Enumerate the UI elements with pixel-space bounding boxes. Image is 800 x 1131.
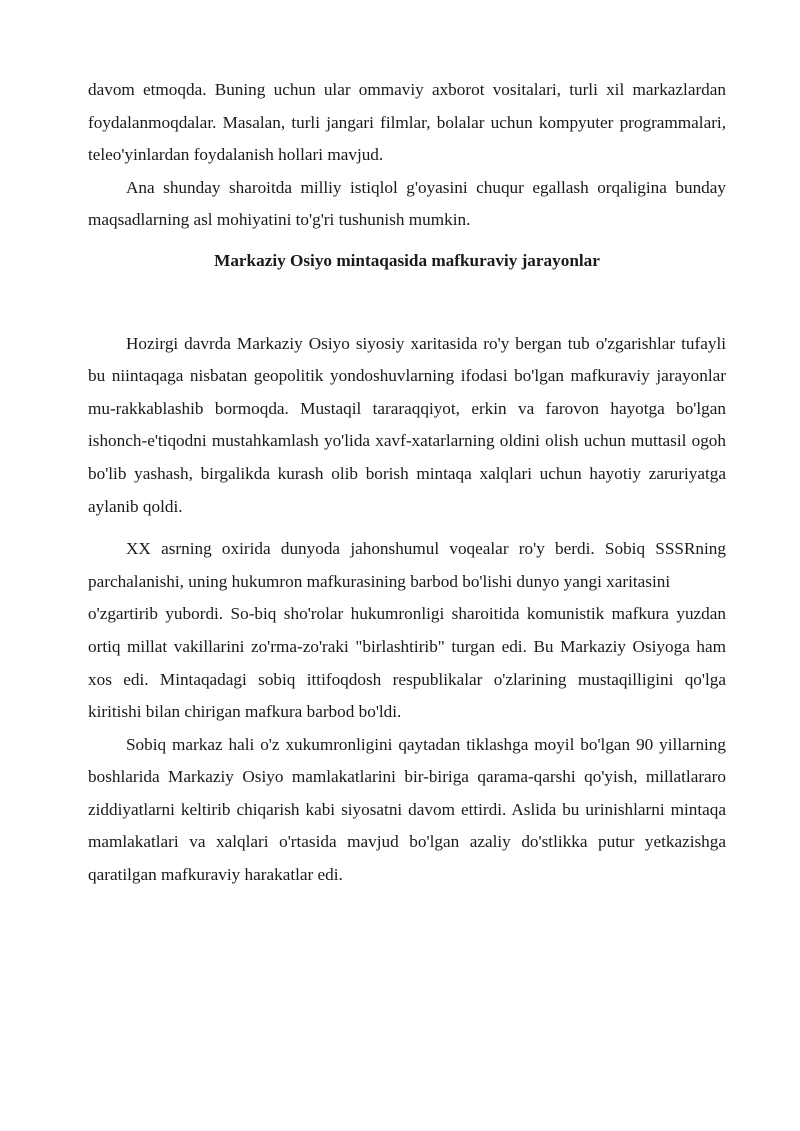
paragraph-sobiq-markaz: Sobiq markaz hali o'z xukumronligini qaytadan tiklashga moyil bo'lgan 90 yillarning boshlarida Markaziy Osiyo mamlakatlarini bir-biriga qarama-qarshi qo'yish, millatlararo ziddiyatlarni keltirib chiqarish kabi siyosatni davom ettirdi. Aslida bu urinishlarni mintaqa mamlakatlari va xalqlari o'rtasida mavjud bo'lgan azaliy do'stlikka putur yetkazishga qaratilgan mafkuraviy harakatlar edi. (88, 734, 726, 885)
paragraph-istiqlol: Ana shunday sharoitda milliy istiqlol g'oyasini chuqur egallash orqaligina bunday maqsadlarning asl mohiyatini to'g'ri tushunish mumkin. (88, 177, 726, 230)
section-heading: Markaziy Osiyo mintaqasida mafkuraviy jarayonlar (214, 250, 600, 270)
paragraph-continued: davom etmoqda. Buning uchun ular ommaviy axborot vositalari, turli xil markazlardan foydalanmoqdalar. Masalan, turli jangari filmlar, bolalar uchun kompyuter programmalari, teleo'yinlardan foydalanish hollari mavjud. (88, 80, 726, 165)
document-page (88, 74, 726, 892)
paragraph-xx-asr-continued: o'zgartirib yubordi. So-biq sho'rolar hukumronligi sharoitida komunistik mafkura yuzdan ortiq millat vakillarini zo'rma-zo'raki "birlashtirib" turgan edi. Bu Markaziy Osiyoga ham xos edi. Mintaqadagi sobiq ittifoqdosh respublikalar o'zlarining mustaqilligini qo'lga kiritishi bilan chirigan mafkura barbod bo'ldi. (88, 604, 726, 722)
paragraph-xx-asr: XX asrning oxirida dunyoda jahonshumul voqealar ro'y berdi. Sobiq SSSRning parchalanishi, uning hukumron mafkurasining barbod bo'lishi dunyo yangi xaritasini (88, 539, 726, 591)
paragraph-hozirgi-davrda: Hozirgi davrda Markaziy Osiyo siyosiy xaritasida ro'y bergan tub o'zgarishlar tufayli bu niintaqaga nisbatan geopolitik yondoshuvlarning ifodasi bo'lgan mafkuraviy jarayonlar mu-rakkablashib bormoqda. Mustaqil tararaqqiyot, erkin va farovon hayotga bo'lgan ishonch-e'tiqodni mustahkamlash yo'lida xavf-xatarlarning oldini olish uchun muttasil ogoh bo'lib yashash, birgalikda kurash olib borish mintaqa xalqlari uchun hayotiy zaruriyatga aylanib qoldi. (88, 333, 726, 516)
